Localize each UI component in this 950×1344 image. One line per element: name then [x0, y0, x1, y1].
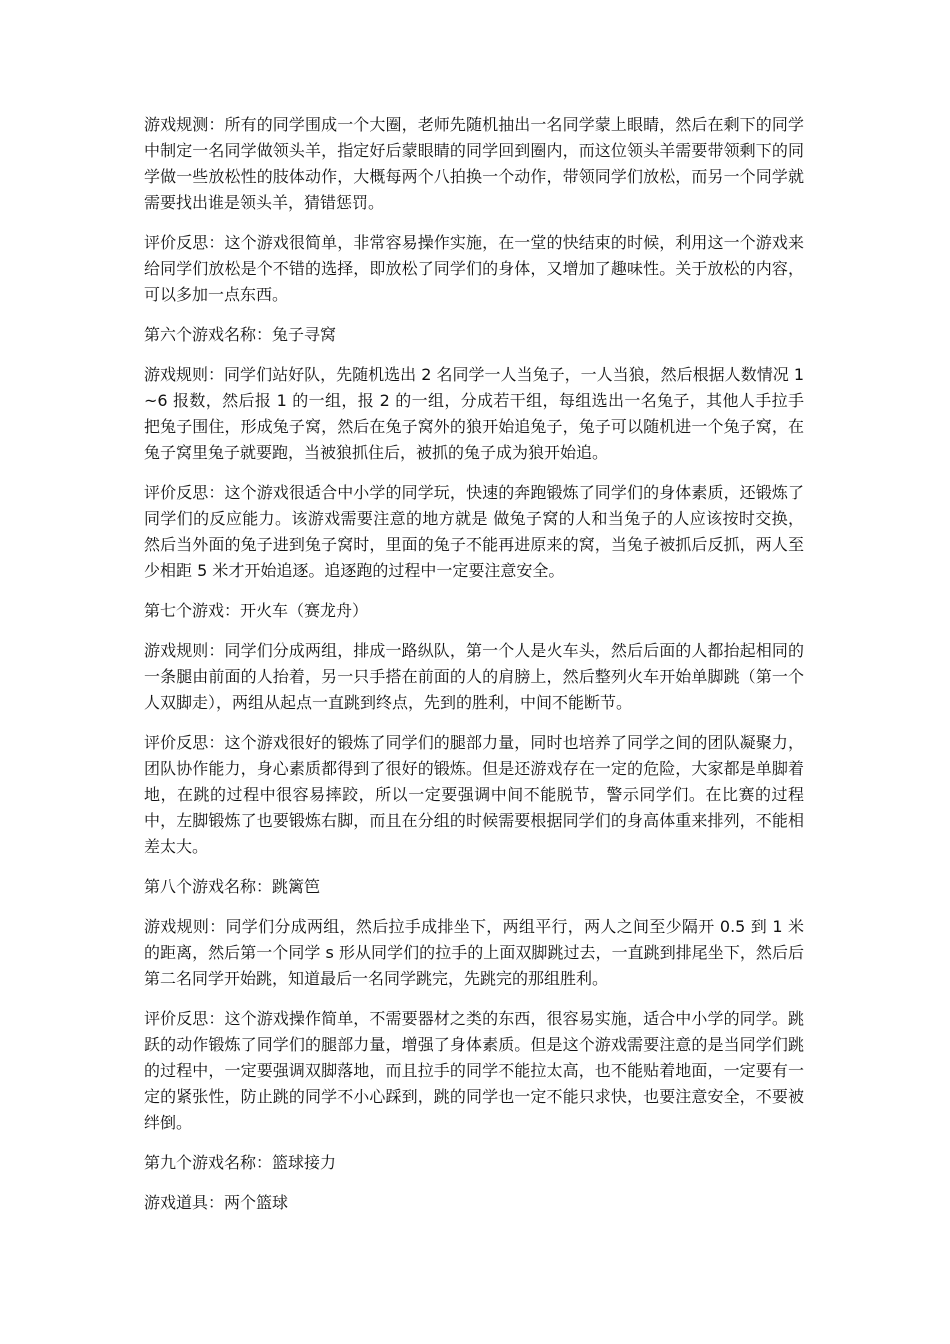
- paragraph-rules-game-seven: 游戏规则：同学们分成两组，排成一路纵队，第一个人是火车头，然后后面的人都抬起相同的一条腿由前面的人抬着，另一只手搭在前面的人的肩膀上，然后整列火车开始单脚跳（第一个人双脚走），两组从起点一直跳到终点，先到的胜利，中间不能断节。: [144, 641, 804, 712]
- paragraph-rules-leader-game: 游戏规测：所有的同学围成一个大圈，老师先随机抽出一名同学蒙上眼睛，然后在剩下的同学中制定一名同学做领头羊，指定好后蒙眼睛的同学回到圈内，而这位领头羊需要带领剩下的同学做一些放松性的肢体动作，大概每两个八拍换一个动作，带领同学们放松，而另一个同学就需要找出谁是领头羊，猜错惩罚。: [144, 115, 804, 212]
- paragraph-rules-game-six: 游戏规则：同学们站好队，先随机选出 2 名同学一人当兔子，一人当狼，然后根据人数情况 1~6 报数，然后报 1 的一组，报 2 的一组，分成若干组，每组选出一名兔子，其他人手拉手把兔子围住，形成兔子窝，然后在兔子窝外的狼开始追兔子，兔子可以随机进一个兔子窝，在兔子窝里兔子就要跑，当被狼抓住后，被抓的兔子成为狼开始追。: [144, 365, 804, 462]
- paragraph-evaluation-leader-game: 评价反思：这个游戏很简单，非常容易操作实施，在一堂的快结束的时候，利用这一个游戏来给同学们放松是个不错的选择，即放松了同学们的身体，又增加了趣味性。关于放松的内容，可以多加一点东西。: [144, 233, 804, 304]
- paragraph-evaluation-game-eight: 评价反思：这个游戏操作简单，不需要器材之类的东西，很容易实施，适合中小学的同学。跳跃的动作锻炼了同学们的腿部力量，增强了身体素质。但是这个游戏需要注意的是当同学们跳的过程中，一定要强调双脚落地，而且拉手的同学不能拉太高，也不能贴着地面，一定要有一定的紧张性，防止跳的同学不小心踩到，跳的同学也一定不能只求快，也要注意安全，不要被绊倒。: [144, 1009, 804, 1132]
- heading-game-seven: 第七个游戏：开火车（赛龙舟）: [144, 601, 369, 620]
- paragraph-evaluation-game-seven: 评价反思：这个游戏很好的锻炼了同学们的腿部力量，同时也培养了同学之间的团队凝聚力，团队协作能力，身心素质都得到了很好的锻炼。但是还游戏存在一定的危险，大家都是单脚着地，在跳的过程中很容易摔跤，所以一定要强调中间不能脱节，警示同学们。在比赛的过程中，左脚锻炼了也要锻炼右脚，而且在分组的时候需要根据同学们的身高体重来排列，不能相差太大。: [144, 733, 804, 856]
- document-page: [144, 112, 804, 1230]
- paragraph-rules-game-eight: 游戏规则：同学们分成两组，然后拉手成排坐下，两组平行，两人之间至少隔开 0.5 到 1 米的距离，然后第一个同学 s 形从同学们的拉手的上面双脚跳过去，一直跳到排尾坐下，然后后第二名同学开始跳，知道最后一名同学跳完，先跳完的那组胜利。: [144, 917, 804, 988]
- heading-game-six: 第六个游戏名称：兔子寻窝: [144, 325, 337, 344]
- heading-game-nine: 第九个游戏名称：篮球接力: [144, 1153, 337, 1172]
- paragraph-props-game-nine: 游戏道具：两个篮球: [144, 1193, 289, 1212]
- heading-game-eight: 第八个游戏名称：跳篱笆: [144, 877, 321, 896]
- paragraph-evaluation-game-six: 评价反思：这个游戏很适合中小学的同学玩，快速的奔跑锻炼了同学们的身体素质，还锻炼了同学们的反应能力。该游戏需要注意的地方就是 做兔子窝的人和当兔子的人应该按时交换，然后当外面的兔子进到兔子窝时，里面的兔子不能再进原来的窝，当兔子被抓后反抓，两人至少相距 5 米才开始追逐。追逐跑的过程中一定要注意安全。: [144, 483, 804, 580]
